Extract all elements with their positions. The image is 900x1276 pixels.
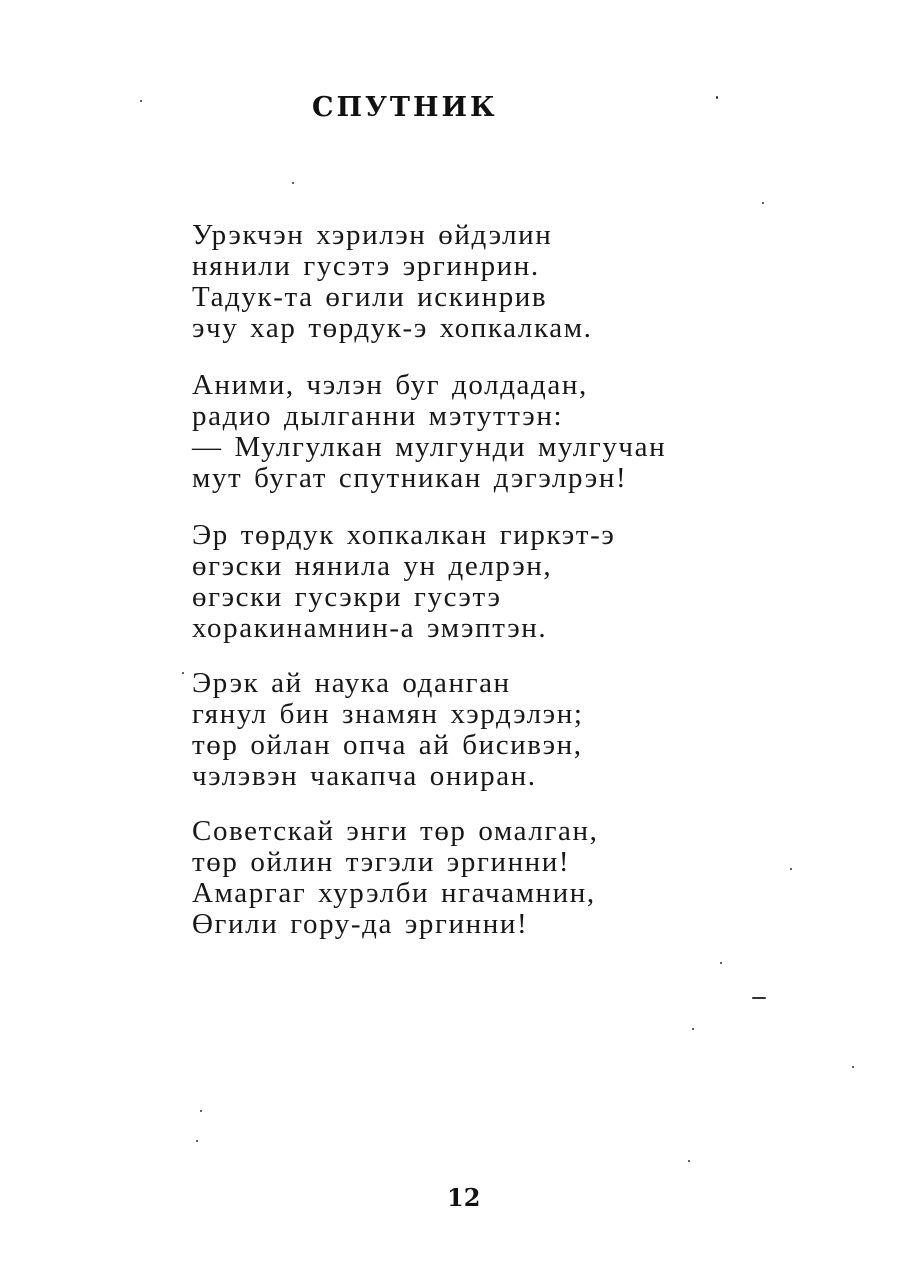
stanza-1 (192, 220, 852, 344)
poem-line: Урэкчэн хэрилэн өйдэлин (192, 219, 553, 251)
poem-line: Аними, чэлэн буг долдадан, (192, 369, 588, 401)
poem-line: төр ойлин тэгэли эргинни! (192, 846, 571, 878)
poem-line: Өгили гору-да эргинни! (192, 908, 529, 940)
poem-line: Советскай энги төр омалган, (192, 815, 599, 847)
poem-line: Амаргаг хурэлби нгачамнин, (192, 877, 596, 909)
page-number: 12 (447, 1183, 481, 1212)
poem-title: СПУТНИК (312, 92, 498, 123)
scan-speck (182, 672, 184, 674)
poem-line: радио дылганни мэтуттэн: (192, 400, 564, 432)
stanza-5 (192, 816, 852, 940)
scan-speck (790, 868, 792, 870)
poem-line: хоракинамнин-а эмэптэн. (192, 612, 548, 644)
scan-speck (692, 1028, 694, 1030)
scan-speck (716, 96, 718, 99)
stanza-2 (192, 370, 852, 494)
poem-line: мут бугат спутникан дэгэлрэн! (192, 462, 628, 494)
poem-line: төр ойлан опча ай бисивэн, (192, 729, 583, 761)
scan-speck (196, 1140, 198, 1142)
poem-line: гянул бин знамян хэрдэлэн; (192, 698, 584, 730)
poem-line: Эрэк ай наука оданган (192, 667, 511, 699)
scan-speck (762, 202, 764, 204)
scan-speck (140, 100, 142, 102)
scan-speck (720, 962, 722, 964)
scan-speck (752, 997, 766, 999)
scan-speck (292, 182, 294, 184)
scan-speck (688, 1160, 690, 1162)
poem-line: нянили гусэтэ эргинрин. (192, 250, 540, 282)
stanza-4 (192, 668, 852, 792)
stanza-3 (192, 520, 852, 644)
poem-line: өгэски гусэкри гусэтэ (192, 581, 502, 613)
scan-speck (852, 1066, 854, 1068)
poem-line: өгэски нянила ун делрэн, (192, 550, 553, 582)
poem-line: Тадук-та өгили искинрив (192, 281, 548, 313)
poem-line: чэлэвэн чакапча ониран. (192, 760, 537, 792)
scan-speck (200, 1110, 202, 1112)
poem-line: — Мулгулкан мулгунди мулгучан (192, 431, 667, 463)
poem-line: Эр төрдук хопкалкан гиркэт-э (192, 519, 616, 551)
poem-line: эчу хар төрдук-э хопкалкам. (192, 312, 593, 344)
